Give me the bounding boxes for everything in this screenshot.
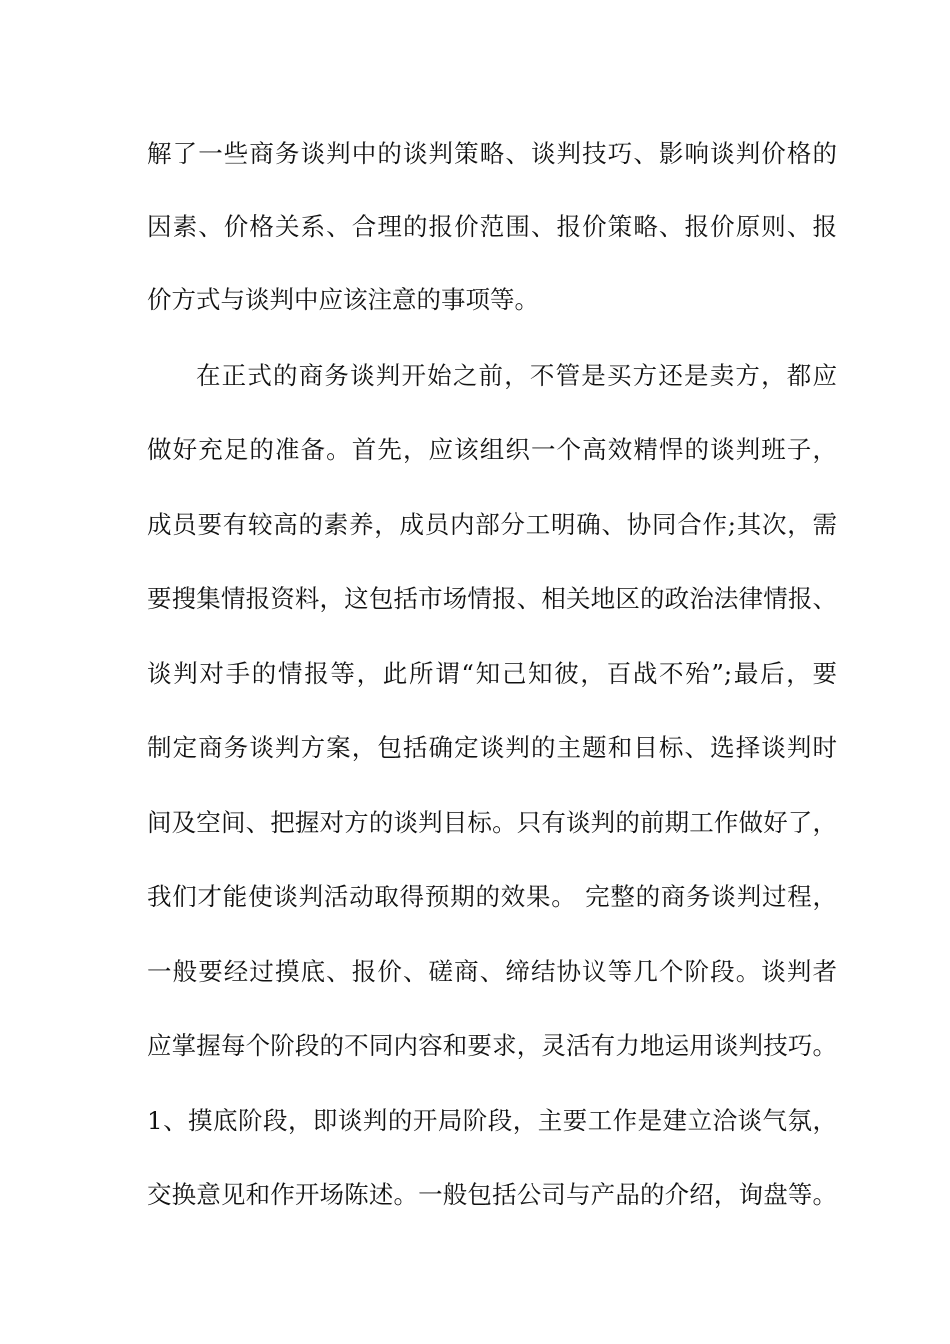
- text-line: 1、摸底阶段，即谈判的开局阶段，主要工作是建立洽谈气氛，: [147, 1106, 837, 1135]
- text-line: 要搜集情报资料，这包括市场情报、相关地区的政治法律情报、: [147, 584, 837, 613]
- paragraph-first-line: 在正式的商务谈判开始之前，不管是买方还是卖方，都应: [196, 361, 837, 390]
- text-line: 做好充足的准备。首先，应该组织一个高效精悍的谈判班子，: [147, 435, 837, 464]
- text-line: 制定商务谈判方案，包括确定谈判的主题和目标、选择谈判时: [147, 733, 837, 762]
- text-line: 我们才能使谈判活动取得预期的效果。 完整的商务谈判过程，: [147, 882, 837, 911]
- text-line: 解了一些商务谈判中的谈判策略、谈判技巧、影响谈判价格的: [147, 139, 837, 168]
- text-line: 成员要有较高的素养，成员内部分工明确、协同合作;其次，需: [147, 510, 837, 539]
- text-line: 谈判对手的情报等，此所谓“知己知彼，百战不殆”;最后，要: [147, 659, 837, 688]
- text-line: 间及空间、把握对方的谈判目标。只有谈判的前期工作做好了，: [147, 808, 837, 837]
- text-line: 价方式与谈判中应该注意的事项等。: [147, 285, 539, 314]
- text-line: 应掌握每个阶段的不同内容和要求，灵活有力地运用谈判技巧。: [147, 1031, 837, 1060]
- text-line: 交换意见和作开场陈述。一般包括公司与产品的介绍，询盘等。: [147, 1180, 837, 1209]
- text-line: 因素、价格关系、合理的报价范围、报价策略、报价原则、报: [147, 212, 837, 241]
- text-line: 一般要经过摸底、报价、磋商、缔结协议等几个阶段。谈判者: [147, 957, 837, 986]
